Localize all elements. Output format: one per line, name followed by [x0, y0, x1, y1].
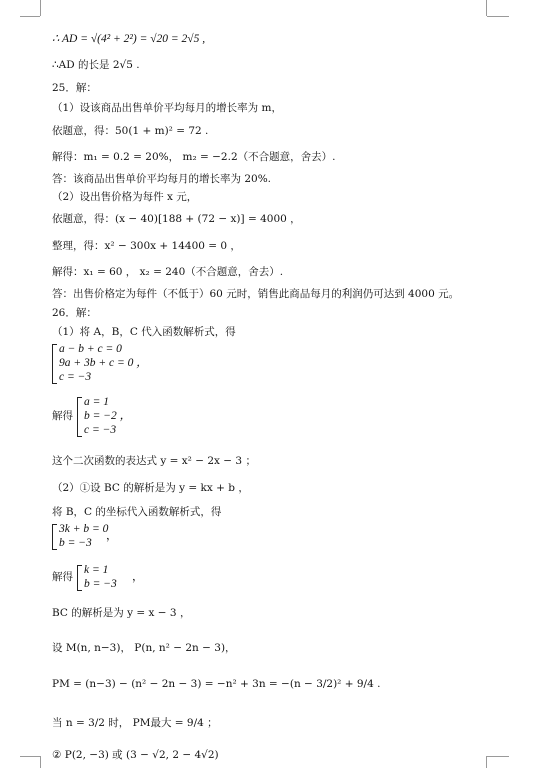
line-26-1-substitute: （1）将 A，B，C 代入函数解析式，得 [52, 326, 236, 338]
solution-prefix: 解得 [52, 410, 73, 422]
system-row: k = 1 [84, 564, 109, 576]
system-suffix: ， [132, 571, 144, 583]
left-brace [77, 397, 82, 437]
problem-26-heading: 26．解： [52, 307, 97, 319]
line-25-1-answer: 答：该商品出售单价平均每月的增长率为 20%. [52, 173, 272, 185]
line-25-2-setup: （2）设出售价格为每件 x 元， [52, 191, 198, 203]
problem-25-heading: 25．解： [52, 82, 97, 94]
line-26-2-points: 设 M(n, n−3)， P(n, n² − 2n − 3)， [52, 642, 236, 654]
line-25-1-solution: 解得：m₁ = 0.2 = 20%， m₂ = −2.2（不合题意，舍去）. [52, 151, 336, 163]
system-row: a − b + c = 0 [59, 343, 122, 355]
crop-mark-top-left-v [40, 0, 41, 16]
line-25-1-setup: （1）设该商品出售单价平均每月的增长率为 m， [52, 102, 282, 114]
system-row: 3k + b = 0 [59, 523, 109, 535]
system-row: b = −3 [59, 537, 92, 549]
line-26-2-bc-result: BC 的解析是为 y = x − 3 ， [52, 607, 191, 619]
system-row: b = −2 ， [84, 410, 132, 422]
crop-mark-bottom-right-v [486, 756, 487, 768]
line-25-2-solution: 解得：x₁ = 60 ， x₂ = 240（不合题意，舍去）. [52, 266, 284, 278]
system-suffix: ， [106, 530, 118, 542]
crop-mark-bottom-left-v [40, 756, 41, 768]
crop-mark-top-right-v [486, 0, 487, 16]
crop-mark-bottom-right-h [487, 756, 509, 757]
line-26-2-pm-expression: PM = (n−3) − (n² − 2n − 3) = −n² + 3n = −(n − 3/2)² + 9/4 . [52, 678, 381, 690]
crop-mark-bottom-left-h [20, 756, 40, 757]
system-row: b = −3 [84, 578, 117, 590]
line-25-2-equation: 依题意，得：(x − 40)[188 + (72 − x)] = 4000 ， [52, 213, 301, 225]
line-26-2-pm-max: 当 n = 3/2 时， PM最大 = 9/4 ； [52, 717, 218, 729]
line-25-2-simplify: 整理，得：x² − 300x + 14400 = 0 ， [52, 240, 241, 252]
left-brace [52, 524, 57, 550]
left-brace [77, 565, 82, 591]
line-26-2-bc-setup: （2）①设 BC 的解析是为 y = kx + b ， [52, 482, 249, 494]
system-row: a = 1 [84, 396, 110, 408]
left-brace [52, 344, 57, 384]
crop-mark-top-left-h [20, 16, 40, 17]
solution-prefix: 解得 [52, 571, 73, 583]
crop-mark-top-right-h [487, 16, 509, 17]
line-26-1-expression: 这个二次函数的表达式 y = x² − 2x − 3 ； [52, 455, 256, 467]
system-row: c = −3 [59, 371, 92, 383]
line-25-1-equation: 依题意，得：50(1 + m)² = 72 . [52, 125, 209, 137]
line-ad-conclusion: ∴AD 的长是 2√5 . [52, 59, 140, 71]
line-26-2-part2-answer: ② P(2, −3) 或 (3 − √2, 2 − 4√2) [52, 749, 219, 761]
line-ad-value: ∴ AD = √(4² + 2²) = √20 = 2√5 , [52, 33, 206, 45]
line-26-2-substitute: 将 B，C 的坐标代入函数解析式，得 [52, 506, 222, 518]
system-row: 9a + 3b + c = 0 ， [59, 357, 148, 369]
line-25-2-answer: 答：出售价格定为每件（不低于）60 元时，销售此商品每月的利润仍可达到 4000 元。 [52, 288, 460, 300]
system-row: c = −3 [84, 424, 117, 436]
